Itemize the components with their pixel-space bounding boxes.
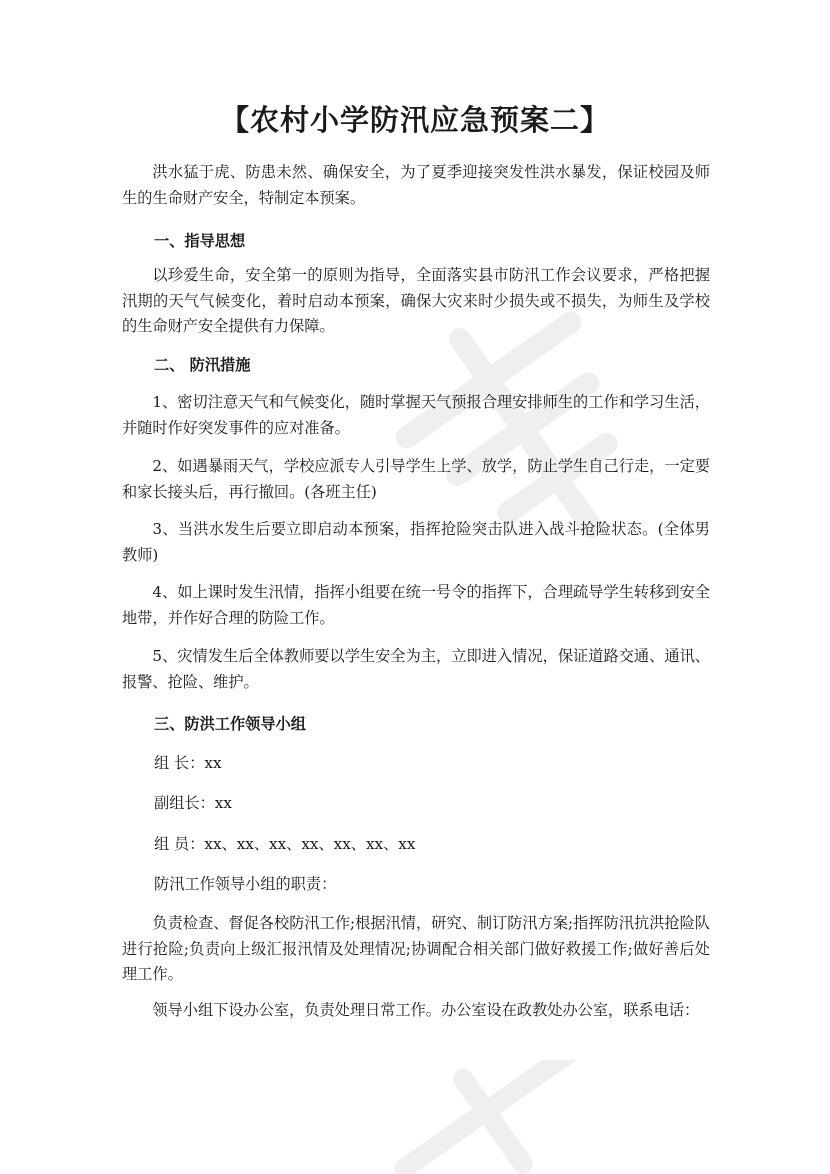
measure-item-1: 1、密切注意天气和气候变化，随时掌握天气预报合理安排师生的工作和学习生活，并随时作好突发事件的应对准备。 bbox=[122, 393, 710, 437]
deputy-line: 副组长：xx bbox=[154, 794, 232, 812]
document-title: 【农村小学防汛应急预案二】 bbox=[219, 103, 610, 137]
members-line: 组 员：xx、xx、xx、xx、xx、xx、xx bbox=[154, 835, 416, 853]
leader-line: 组 长：xx bbox=[154, 754, 222, 772]
section-heading-leadership: 三、防洪工作领导小组 bbox=[154, 715, 306, 733]
guiding-paragraph: 以珍爱生命，安全第一的原则为指导，全面落实县市防汛工作会议要求，严格把握汛期的天气气候变化，着时启动本预案，确保大灾来时少损失或不损失，为师生及学校的生命财产安全提供有力保障。 bbox=[122, 266, 710, 335]
duties-paragraph: 负责检查、督促各校防汛工作;根据汛情，研究、制订防汛方案;指挥防汛抗洪抢险队进行抢险;负责向上级汇报汛情及处理情况;协调配合相关部门做好救援工作;做好善后处理工作。 bbox=[122, 914, 710, 983]
office-paragraph: 领导小组下设办公室，负责处理日常工作。办公室设在政教处办公室，联系电话： bbox=[152, 1001, 700, 1019]
watermark-logo-bottom bbox=[360, 1060, 620, 1174]
duties-label: 防汛工作领导小组的职责： bbox=[154, 875, 337, 893]
measure-item-5: 5、灾情发生后全体教师要以学生安全为主，立即进入情况，保证道路交通、通讯、报警、抢险、维护。 bbox=[122, 647, 710, 691]
section-heading-measures: 二、 防汛措施 bbox=[154, 356, 251, 374]
measure-item-4: 4、如上课时发生汛情，指挥小组要在统一号令的指挥下，合理疏导学生转移到安全地带，并作好合理的防险工作。 bbox=[122, 583, 710, 627]
section-heading-guiding: 一、指导思想 bbox=[154, 232, 246, 250]
measure-item-2: 2、如遇暴雨天气，学校应派专人引导学生上学、放学，防止学生自己行走，一定要和家长接头后，再行撤回。(各班主任) bbox=[122, 457, 710, 501]
intro-paragraph: 洪水猛于虎、防患未然、确保安全，为了夏季迎接突发性洪水暴发，保证校园及师生的生命财产安全，特制定本预案。 bbox=[122, 163, 710, 207]
measure-item-3: 3、当洪水发生后要立即启动本预案，指挥抢险突击队进入战斗抢险状态。(全体男教师) bbox=[122, 520, 710, 564]
